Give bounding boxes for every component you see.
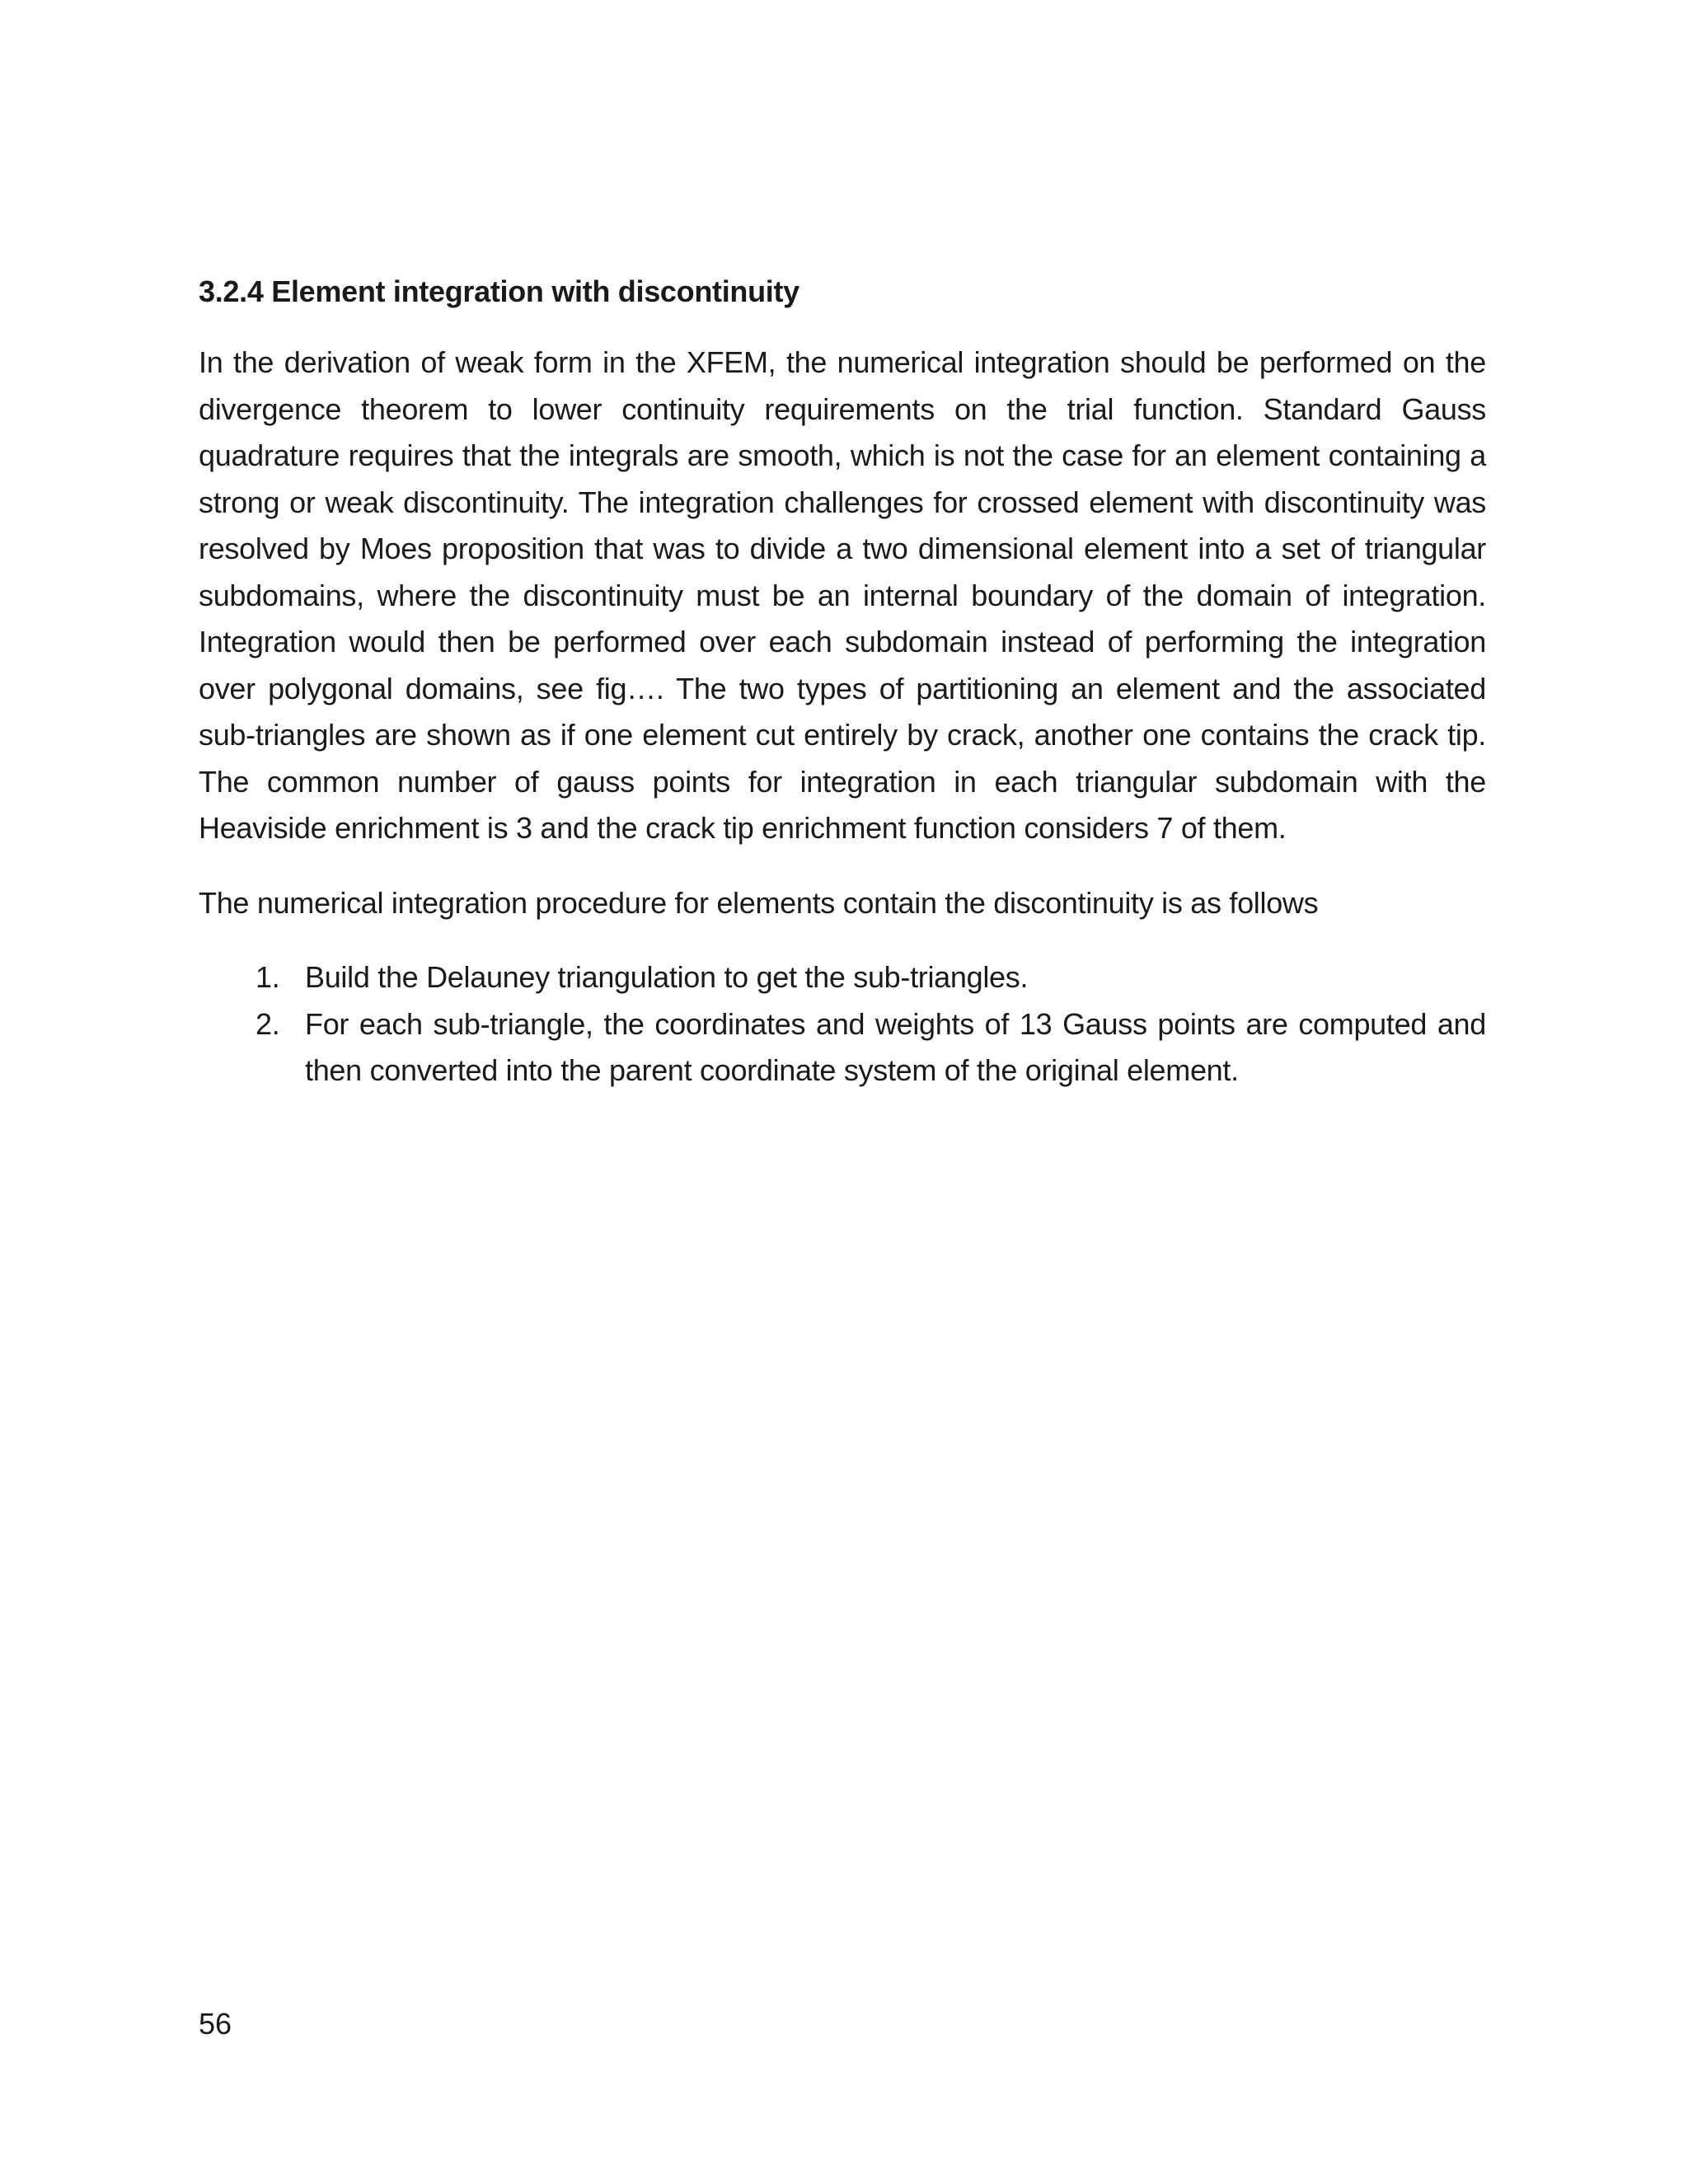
section-heading: 3.2.4 Element integration with discontinuity — [199, 274, 799, 308]
step-text: For each sub-triangle, the coordinates and weights of 13 Gauss points are computed and then converted into the parent coordinate system of the original element. — [305, 1006, 1486, 1087]
intro-paragraph: In the derivation of weak form in the XFEM, the numerical integration should be performed on the divergence theorem to lower continuity requirements on the trial function. Standard Gauss quadrature requires that the integrals are smooth, which is not the case for an element containing a strong or weak discontinuity. The integration challenges for crossed element with discontinuity was resolved by Moes proposition that was to divide a two dimensional element into a set of triangular subdomains, where the discontinuity must be an internal boundary of the domain of integration. Integration would then be performed over each subdomain instead of performing the integration over polygonal domains, see fig…. The two types of partitioning an element and the associated sub-triangles are shown as if one element cut entirely by crack, another one contains the crack tip. The common number of gauss points for integration in each triangular subdomain with the Heaviside enrichment is 3 and the crack tip enrichment function considers 7 of them. — [199, 345, 1486, 845]
step-number: 1. — [256, 960, 280, 994]
procedure-step-1 — [199, 954, 1486, 1001]
procedure-step-2 — [199, 1001, 1486, 1094]
step-number: 2. — [256, 1006, 280, 1041]
procedure-steps — [199, 954, 1486, 1094]
page-content — [199, 272, 1486, 1094]
step-text: Build the Delauney triangulation to get the sub-triangles. — [305, 960, 1029, 994]
procedure-intro-paragraph: The numerical integration procedure for elements contain the discontinuity is as follows — [199, 885, 1319, 920]
page-number: 56 — [199, 2007, 232, 2041]
